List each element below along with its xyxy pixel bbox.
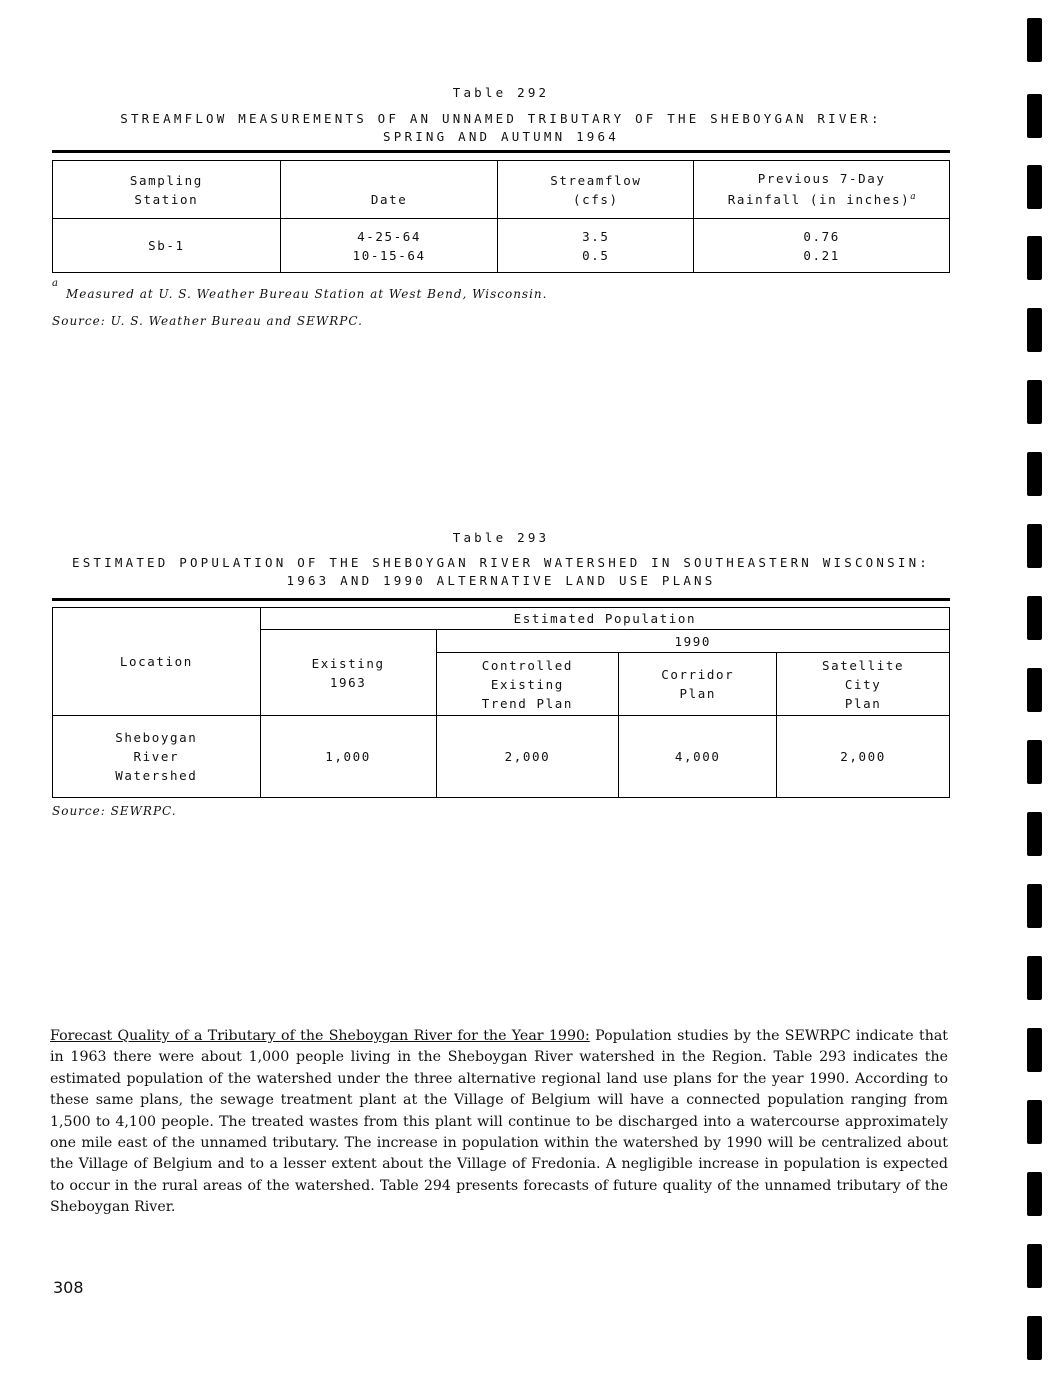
binding-mark (1027, 668, 1042, 712)
header-controlled-existing-trend-plan: Controlled Existing Trend Plan (436, 653, 619, 716)
cell-rainfall: 0.76 0.21 (694, 219, 950, 273)
table-292-label: Table 292 (452, 85, 550, 100)
header-date: Date (280, 161, 498, 219)
binding-mark (1027, 308, 1042, 352)
table-292-footnote: Measured at U. S. Weather Bureau Station at West Bend, Wisconsin. (66, 287, 548, 301)
cell-streamflows: 3.5 0.5 (498, 219, 694, 273)
binding-mark (1027, 94, 1042, 138)
table-292 (52, 160, 950, 273)
cell-satellite: 2,000 (777, 716, 950, 798)
paragraph-heading: Forecast Quality of a Tributary of the Sheboygan River for the Year 1990: (50, 1028, 590, 1044)
table-row (53, 219, 950, 273)
table-293 (52, 607, 950, 798)
binding-mark (1027, 236, 1042, 280)
header-corridor-plan: Corridor Plan (619, 653, 777, 716)
table-292-source: Source: U. S. Weather Bureau and SEWRPC. (52, 314, 363, 328)
cell-location: Sheboygan River Watershed (53, 716, 261, 798)
paragraph-body: Population studies by the SEWRPC indicate that in 1963 there were about 1,000 people living in the Sheboygan River watershed in the Region. Table 293 indicates the estimated population of the watershed under the three alternative regional land use plans for the year 1990. According to these same plans, the sewage treatment plant at the Village of Belgium will have a connected population ranging from 1,500 to 4,100 people. The treated wastes from this plant will continue to be discharged into a watercourse approximately one mile east of the unnamed tributary. The increase in population within the watershed by 1990 will be centralized about the Village of Belgium and to a lesser extent about the Village of Fredonia. A negligible increase in population is expected to occur in the rural areas of the watershed. Table 294 presents forecasts of future quality of the unnamed tributary of the Sheboygan River. (50, 1028, 948, 1216)
binding-mark (1027, 1172, 1042, 1216)
table-293-header-row-1 (53, 608, 950, 630)
table-293-title-line2: 1963 AND 1990 ALTERNATIVE LAND USE PLANS (286, 573, 716, 588)
table-292-title-line1: STREAMFLOW MEASUREMENTS OF AN UNNAMED TRIBUTARY OF THE SHEBOYGAN RIVER: (120, 111, 882, 126)
page-number: 308 (53, 1278, 84, 1297)
cell-corridor: 4,000 (619, 716, 777, 798)
cell-controlled: 2,000 (436, 716, 619, 798)
footnote-marker: a (910, 192, 916, 203)
binding-mark (1027, 740, 1042, 784)
binding-mark (1027, 18, 1042, 62)
cell-existing: 1,000 (260, 716, 436, 798)
header-rainfall: Previous 7-Day Rainfall (in inches)$^a$ (694, 161, 950, 219)
header-location: Location (53, 608, 261, 716)
header-streamflow: Streamflow (cfs) (498, 161, 694, 219)
binding-mark (1027, 1028, 1042, 1072)
header-1990: 1990 (436, 630, 949, 653)
table-293-source: Source: SEWRPC. (52, 804, 177, 818)
cell-dates: 4-25-64 10-15-64 (280, 219, 498, 273)
binding-mark (1027, 1316, 1042, 1360)
table-292-footnote-marker: a (52, 278, 59, 289)
binding-mark (1027, 812, 1042, 856)
binding-mark (1027, 452, 1042, 496)
binding-mark (1027, 884, 1042, 928)
binding-mark (1027, 380, 1042, 424)
binding-mark (1027, 596, 1042, 640)
binding-mark (1027, 956, 1042, 1000)
cell-station: Sb-1 (53, 219, 281, 273)
header-satellite-city-plan: Satellite City Plan (777, 653, 950, 716)
table-row (53, 716, 950, 798)
table-293-title-line1: ESTIMATED POPULATION OF THE SHEBOYGAN RIVER WATERSHED IN SOUTHEASTERN WISCONSIN: (71, 555, 931, 570)
binding-mark (1027, 524, 1042, 568)
table-292-title-line2: SPRING AND AUTUMN 1964 (383, 129, 619, 144)
header-existing-1963: Existing 1963 (260, 630, 436, 716)
table-292-header-row (53, 161, 950, 219)
table-293-label: Table 293 (452, 530, 550, 545)
table-292-top-rule (52, 150, 950, 153)
forecast-paragraph (50, 1026, 948, 1219)
binding-mark (1027, 165, 1042, 209)
header-estimated-population: Estimated Population (260, 608, 949, 630)
header-sampling-station: Sampling Station (53, 161, 281, 219)
binding-mark (1027, 1244, 1042, 1288)
binding-mark (1027, 1100, 1042, 1144)
table-293-top-rule (52, 598, 950, 601)
